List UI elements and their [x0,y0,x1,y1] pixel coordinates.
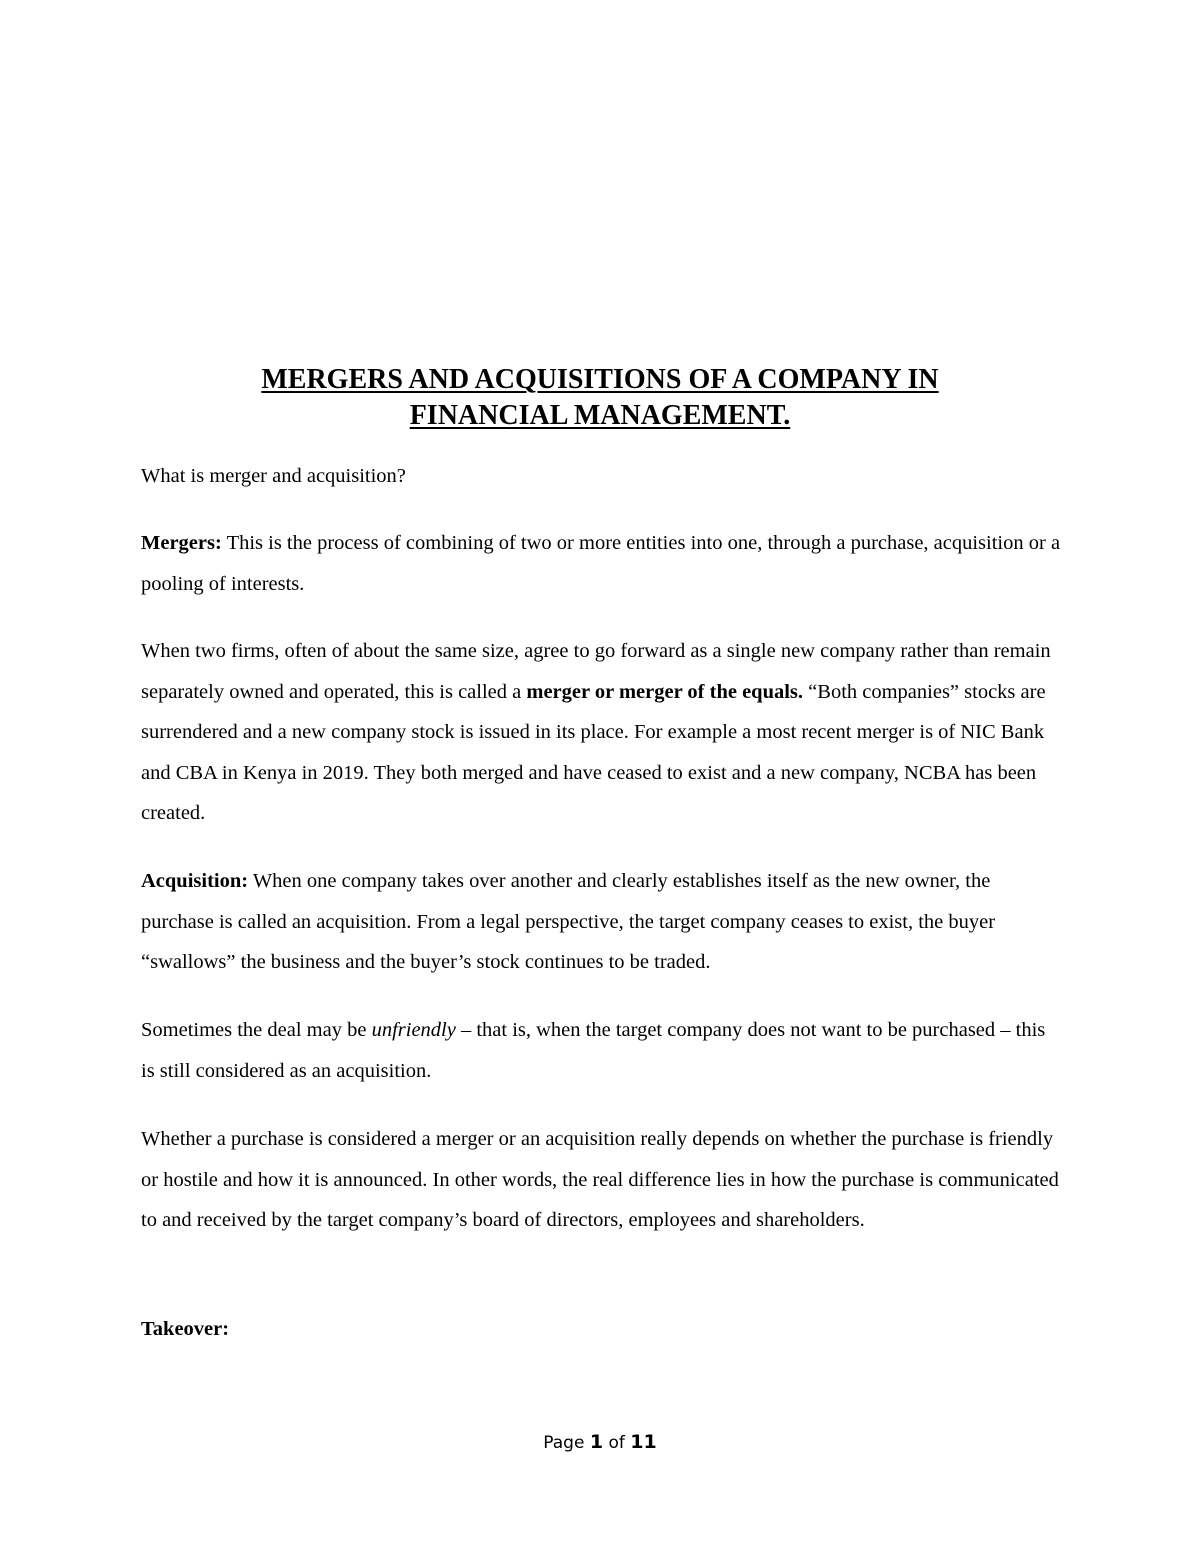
question-text: What is merger and acquisition? [141,465,406,487]
merger-equals-paragraph [141,631,1061,834]
whether-paragraph: Whether a purchase is considered a merger or an acquisition really depends on whether the purchase is friendly or hostile and how it is announced. In other words, the real difference lies in how the purchase is communicated to and received by the target company’s board of directors, employees and shareholders. [141,1128,1059,1231]
footer-page-word: Page [543,1433,590,1453]
page-footer [0,1430,1200,1455]
unfriendly-italic: unfriendly [371,1019,456,1041]
mergers-label: Mergers: [141,532,222,554]
unfriendly-text-after: – that is, when the target company does not want to be purchased – this is still considered as an acquisition. [141,1019,1046,1082]
acquisition-label: Acquisition: [141,870,249,892]
title-line-2: FINANCIAL MANAGEMENT. [409,400,791,431]
merger-equals-text-after: “Both companies” stocks are surrendered and a new company stock is issued in its place. For example a most recent merger is of NIC Bank and CBA in Kenya in 2019. They both merged and have ceased to exist and a new company, NCBA has been created. [141,680,1046,824]
footer-page-current: 1 [589,1431,604,1453]
merger-equals-bold: merger or merger of the equals. [526,680,804,703]
footer-of-word: of [603,1433,631,1453]
merger-equals-text-before: When two firms, often of about the same size, agree to go forward as a single new company rather than remain separately owned and operated, this is called a [141,640,1051,703]
footer-page-total: 11 [630,1431,657,1453]
mergers-paragraph [141,523,1061,604]
acquisition-paragraph [141,861,1061,983]
document-title [140,362,1060,434]
mergers-text: This is the process of combining of two or more entities into one, through a purchase, acquisition or a pooling of interests. [141,532,1061,595]
unfriendly-paragraph [141,1010,1061,1091]
title-line-1: MERGERS AND ACQUISITIONS OF A COMPANY IN [261,364,939,395]
takeover-label: Takeover: [141,1318,230,1340]
takeover-heading [141,1309,1061,1350]
unfriendly-text-before: Sometimes the deal may be [141,1019,372,1041]
acquisition-text: When one company takes over another and clearly establishes itself as the new owner, the purchase is called an acquisition. From a legal perspective, the target company ceases to exist, the buyer “swallows” the business and the buyer’s stock continues to be traded. [141,870,996,973]
